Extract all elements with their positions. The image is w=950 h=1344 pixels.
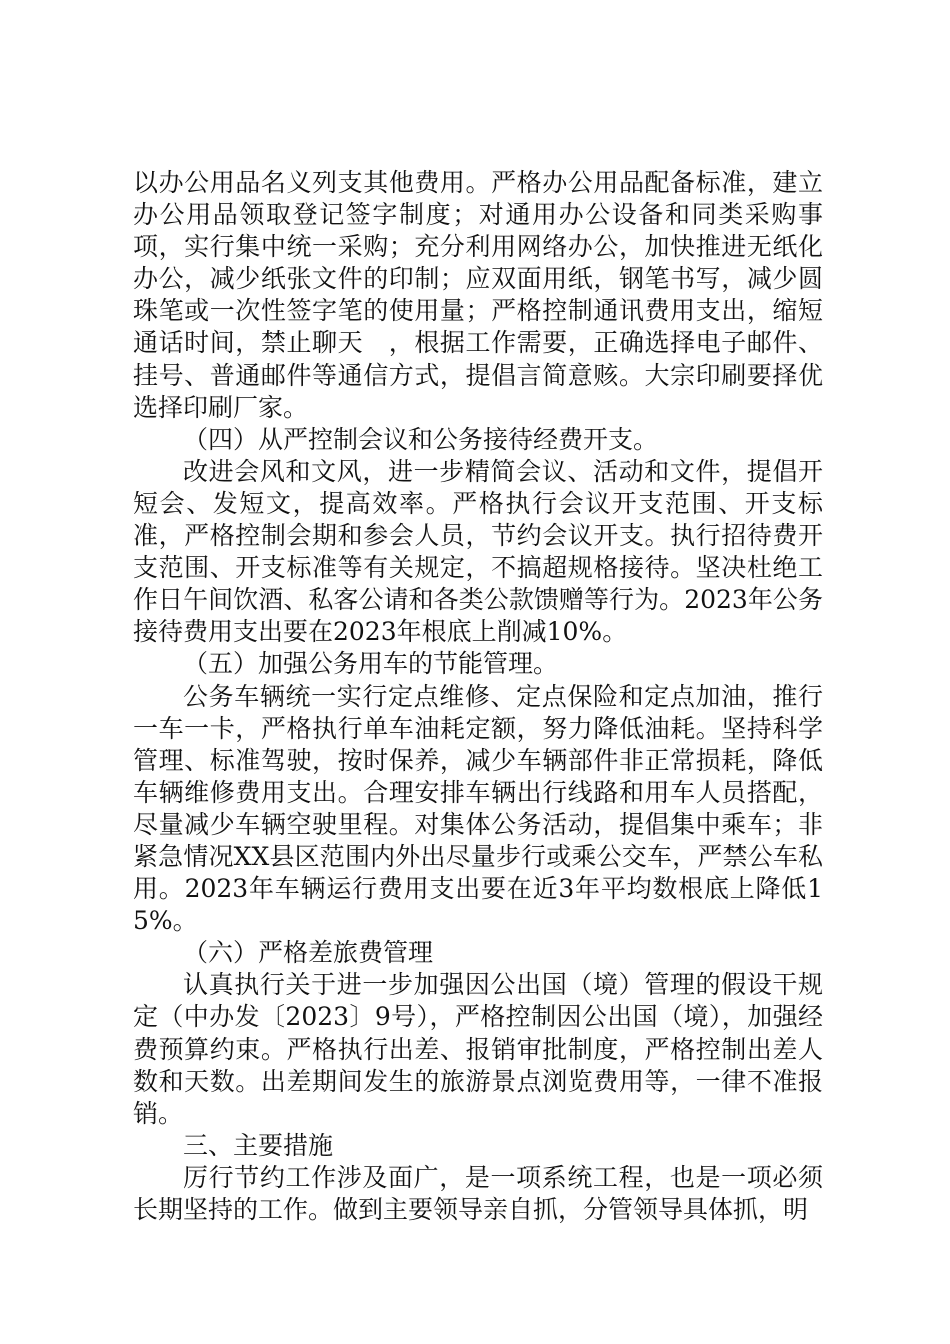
section-heading-measures: 三、主要措施: [183, 1130, 334, 1160]
section-heading-meetings: （四）从严控制会议和公务接待经费开支。: [183, 424, 659, 454]
document-body: [133, 167, 823, 1226]
body-paragraph-travel: 认真执行关于进一步加强因公出国（境）管理的假设干规定（中办发〔2023〕9号），严格控制因公出国（境），加强经费预算约束。严格执行出差、报销审批制度，严格控制出差人数和天数。出差期间发生的旅游景点浏览费用等，一律不准报销。: [133, 970, 823, 1128]
section-heading-travel: （六）严格差旅费管理: [183, 938, 434, 968]
section-heading-vehicles: （五）加强公务用车的节能管理。: [183, 649, 559, 679]
body-paragraph-meetings: 改进会风和文风，进一步精简会议、活动和文件，提倡开短会、发短文，提高效率。严格执行会议开支范围、开支标准，严格控制会期和参会人员，节约会议开支。执行招待费开支范围、开支标准等有关规定，不搞超规格接待。坚决杜绝工作日午间饮酒、私客公请和各类公款馈赠等行为。2023年公务接待费用支出要在2023年根底上削减10%。: [133, 456, 823, 647]
body-paragraph-office-supplies: 以办公用品名义列支其他费用。严格办公用品配备标准，建立办公用品领取登记签字制度；对通用办公设备和同类采购事项，实行集中统一采购；充分利用网络办公，加快推进无纸化办公，减少纸张文件的印制；应双面用纸，钢笔书写，减少圆珠笔或一次性签字笔的使用量；严格控制通讯费用支出，缩短通话时间，禁止聊天 ，根据工作需要，正确选择电子邮件、挂号、普通邮件等通信方式，提倡言简意赅。大宗印刷要择优选择印刷厂家。: [133, 168, 823, 422]
body-paragraph-measures: 厉行节约工作涉及面广，是一项系统工程，也是一项必须长期坚持的工作。做到主要领导亲自抓，分管领导具体抓，明: [133, 1162, 823, 1224]
body-paragraph-vehicles: 公务车辆统一实行定点维修、定点保险和定点加油，推行一车一卡，严格执行单车油耗定额，努力降低油耗。坚持科学管理、标准驾驶，按时保养，减少车辆部件非正常损耗，降低车辆维修费用支出。合理安排车辆出行线路和用车人员搭配，尽量减少车辆空驶里程。对集体公务活动，提倡集中乘车；非紧急情况XX县区范围内外出尽量步行或乘公交车，严禁公车私用。2023年车辆运行费用支出要在近3年平均数根底上降低15%。: [133, 681, 823, 936]
